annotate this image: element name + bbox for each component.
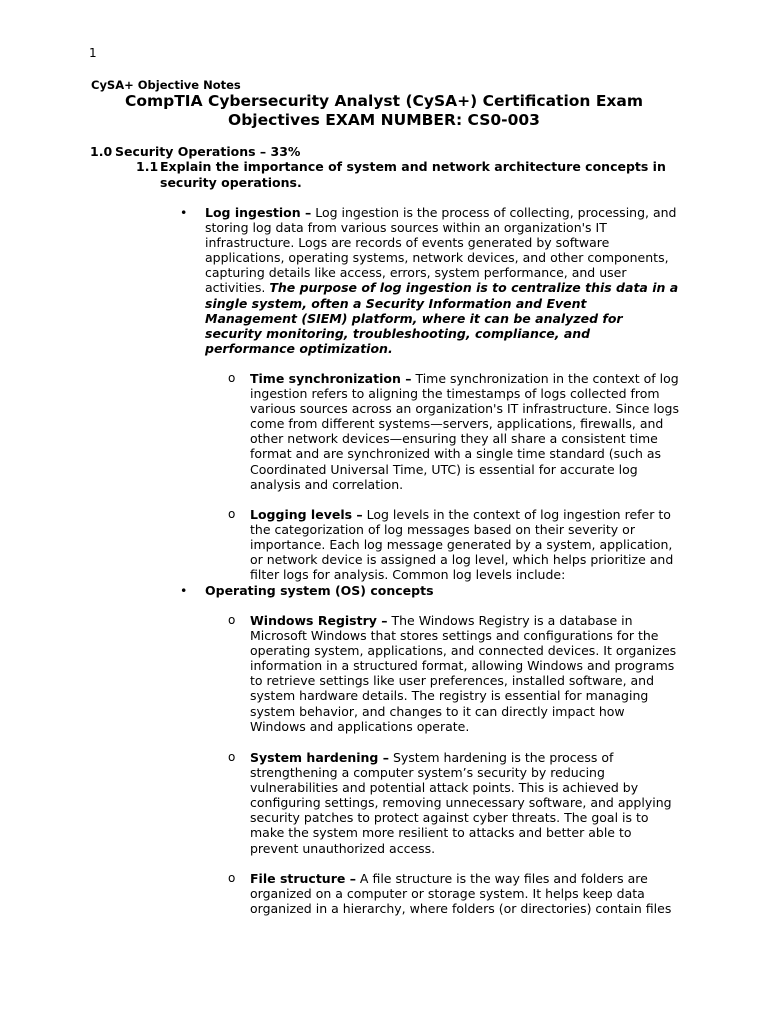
time-sync-term: Time synchronization – (250, 371, 412, 386)
file-structure-text: A file structure is the way files and folders are organized on a computer or storage system. It helps keep data organized in a hierarchy, where folders (or directories) contain files (250, 871, 672, 917)
logging-levels-term: Logging levels – (250, 507, 363, 522)
windows-registry-text: The Windows Registry is a database in Microsoft Windows that stores settings and configurations for the operating system, applications, and connected devices. It organizes information in a structured format, allowing Windows and programs to retrieve settings like user preferences, installed software, and system hardware details. The registry is essential for managing system behavior, and changes to it can directly impact how Windows and applications operate. (250, 613, 677, 734)
document-title (91, 92, 677, 130)
log-ingestion-paragraph (205, 205, 679, 356)
subsection-title-line-1: Explain the importance of system and network architecture concepts in (160, 159, 666, 174)
sub-bullet-icon: o (228, 613, 236, 627)
time-sync-paragraph (250, 371, 680, 492)
subsection-number: 1.1 (136, 159, 159, 174)
bullet-icon: • (180, 583, 188, 598)
system-hardening-paragraph (250, 750, 680, 856)
title-line-1: CompTIA Cybersecurity Analyst (CySA+) Certification Exam (124, 92, 644, 110)
title-line-2: Objectives EXAM NUMBER: CS0-003 (228, 111, 540, 129)
sub-bullet-icon: o (228, 507, 236, 521)
sub-bullet-icon: o (228, 750, 236, 764)
page-number: 1 (89, 46, 97, 60)
file-structure-paragraph (250, 871, 680, 916)
section-number: 1.0 (90, 144, 113, 159)
log-ingestion-term: Log ingestion – (205, 205, 312, 220)
logging-levels-paragraph (250, 507, 682, 582)
logging-levels-text: Log levels in the context of log ingestion refer to the categorization of log messages based on their severity or importance. Each log message generated by a system, application, or network device is assigned a log level, which helps prioritize and filter logs for analysis. Common log levels include: (250, 507, 674, 583)
os-concepts-heading (205, 583, 679, 598)
bullet-icon: • (180, 205, 188, 220)
section-heading (90, 144, 112, 160)
subsection-title (160, 159, 700, 191)
sub-bullet-icon: o (228, 371, 236, 385)
sub-bullet-icon: o (228, 871, 236, 885)
log-ingestion-emphasis: The purpose of log ingestion is to centralize this data in a single system, often a Security Information and Event Management (SIEM) platform, where it can be analyzed for security monitoring, troubleshooting, compliance, and performance optimization. (205, 280, 679, 356)
os-concepts-term: Operating system (OS) concepts (205, 583, 434, 598)
time-sync-text: Time synchronization in the context of log ingestion refers to aligning the timestamps of logs collected from various sources across an organization's IT infrastructure. Since logs come from different systems—servers, applications, firewalls, and other network devices—ensuring they all share a consistent time format and are synchronized with a single time standard (such as Coordinated Universal Time, UTC) is essential for accurate log analysis and correlation. (250, 371, 679, 492)
section-title: Security Operations – 33% (115, 144, 301, 159)
system-hardening-text: System hardening is the process of strengthening a computer system’s security by reducing vulnerabilities and potential attack points. This is achieved by configuring settings, removing unnecessary software, and applying security patches to protect against cyber threats. The goal is to make the system more resilient to attacks and better able to prevent unauthorized access. (250, 750, 672, 856)
notes-label: CySA+ Objective Notes (91, 78, 241, 92)
windows-registry-paragraph (250, 613, 680, 734)
file-structure-term: File structure – (250, 871, 356, 886)
windows-registry-term: Windows Registry – (250, 613, 388, 628)
log-ingestion-text: Log ingestion is the process of collecting, processing, and storing log data from various sources within an organization's IT infrastructure. Logs are records of events generated by software applications, operating systems, network devices, and other components, capturing details like access, errors, system performance, and user activities. (205, 205, 677, 296)
subsection-title-line-2: security operations. (160, 175, 302, 190)
system-hardening-term: System hardening – (250, 750, 389, 765)
